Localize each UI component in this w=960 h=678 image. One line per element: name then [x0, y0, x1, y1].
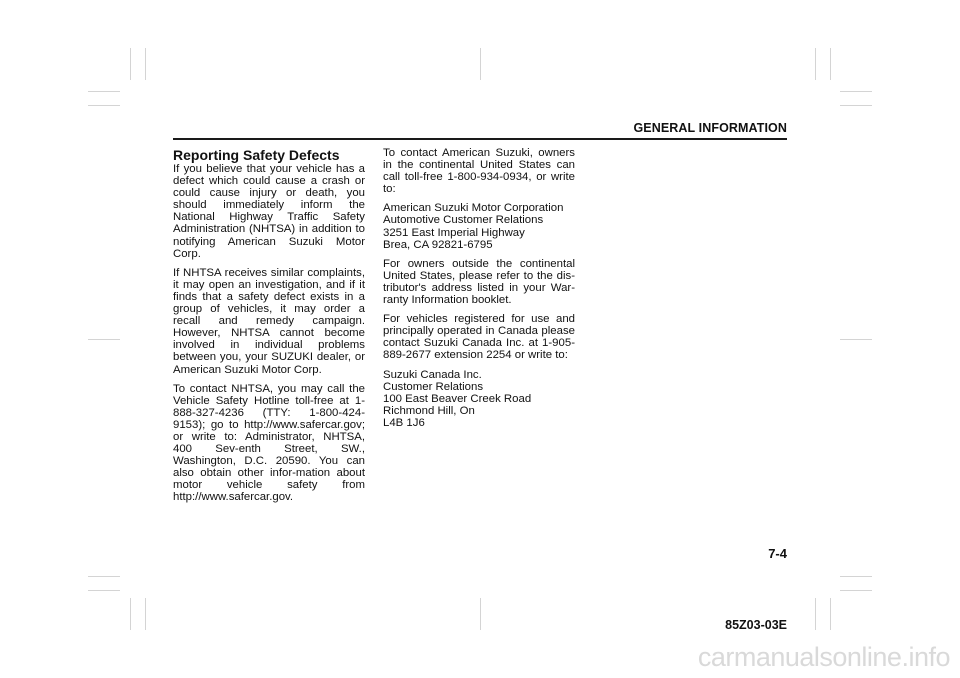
- crop-mark: [145, 598, 146, 630]
- crop-mark: [840, 91, 872, 92]
- paragraph: For vehicles registered for use and principally operated in Canada please contact Suzuki Canada Inc. at 1-905-889-2677 extension 2254 or write to:: [383, 313, 575, 362]
- right-column: [383, 147, 575, 436]
- crop-mark: [130, 598, 131, 630]
- page-number: 7-4: [768, 546, 787, 561]
- watermark: carmanualsonline.info: [697, 642, 950, 672]
- crop-mark: [88, 590, 120, 591]
- crop-mark: [840, 339, 872, 340]
- canada-address-block: Suzuki Canada Inc. Customer Relations 100 East Beaver Creek Road Richmond Hill, On L4B 1J6: [383, 368, 532, 429]
- left-column: [173, 147, 365, 511]
- crop-mark: [840, 590, 872, 591]
- crop-mark: [88, 339, 120, 340]
- crop-mark: [840, 576, 872, 577]
- section-heading: Reporting Safety Defects: [173, 147, 340, 163]
- crop-mark: [130, 48, 131, 80]
- crop-mark: [480, 48, 481, 80]
- crop-mark: [88, 576, 120, 577]
- crop-mark: [830, 598, 831, 630]
- crop-mark: [815, 48, 816, 80]
- crop-mark: [480, 598, 481, 630]
- document-code: 85Z03-03E: [725, 618, 787, 632]
- section-title: GENERAL INFORMATION: [633, 121, 787, 135]
- crop-mark: [840, 105, 872, 106]
- paragraph: To contact American Suzuki, owners in the continental United States can call toll-free 1-800-934-0934, or write to:: [383, 147, 575, 196]
- paragraph: If NHTSA receives similar complaints, it may open an investigation, and if it finds that a safety defect exists in a group of vehicles, it may order a recall and remedy campaign. However, NHTSA cannot become involved in individual problems between you, your SUZUKI dealer, or American Suzuki Motor Corp.: [173, 266, 365, 376]
- crop-mark: [830, 48, 831, 80]
- crop-mark: [145, 48, 146, 80]
- crop-mark: [815, 598, 816, 630]
- paragraph: To contact NHTSA, you may call the Vehicle Safety Hotline toll-free at 1-888-327-4236 (TTY: 1-800-424-9153); go to http://www.safercar.gov; or write to: Administrator, NHTSA, 400 Sev-enth Street, SW., Washington, D.C. 20590. You can also obtain other infor-mation about motor vehicle safety from http://www.safercar.gov.: [173, 382, 365, 504]
- us-address-block: American Suzuki Motor Corporation Automotive Customer Relations 3251 East Imperial Highway Brea, CA 92821-6795: [383, 202, 564, 251]
- header-rule: [173, 138, 787, 140]
- paragraph: If you believe that your vehicle has a defect which could cause a crash or could cause injury or death, you should immediately inform the National Highway Traffic Safety Administration (NHTSA) in addition to notifying American Suzuki Motor Corp.: [173, 163, 365, 260]
- crop-mark: [88, 105, 120, 106]
- crop-mark: [88, 91, 120, 92]
- paragraph: For owners outside the continental United States, please refer to the dis-tributor's address listed in your War-ranty Information booklet.: [383, 257, 575, 307]
